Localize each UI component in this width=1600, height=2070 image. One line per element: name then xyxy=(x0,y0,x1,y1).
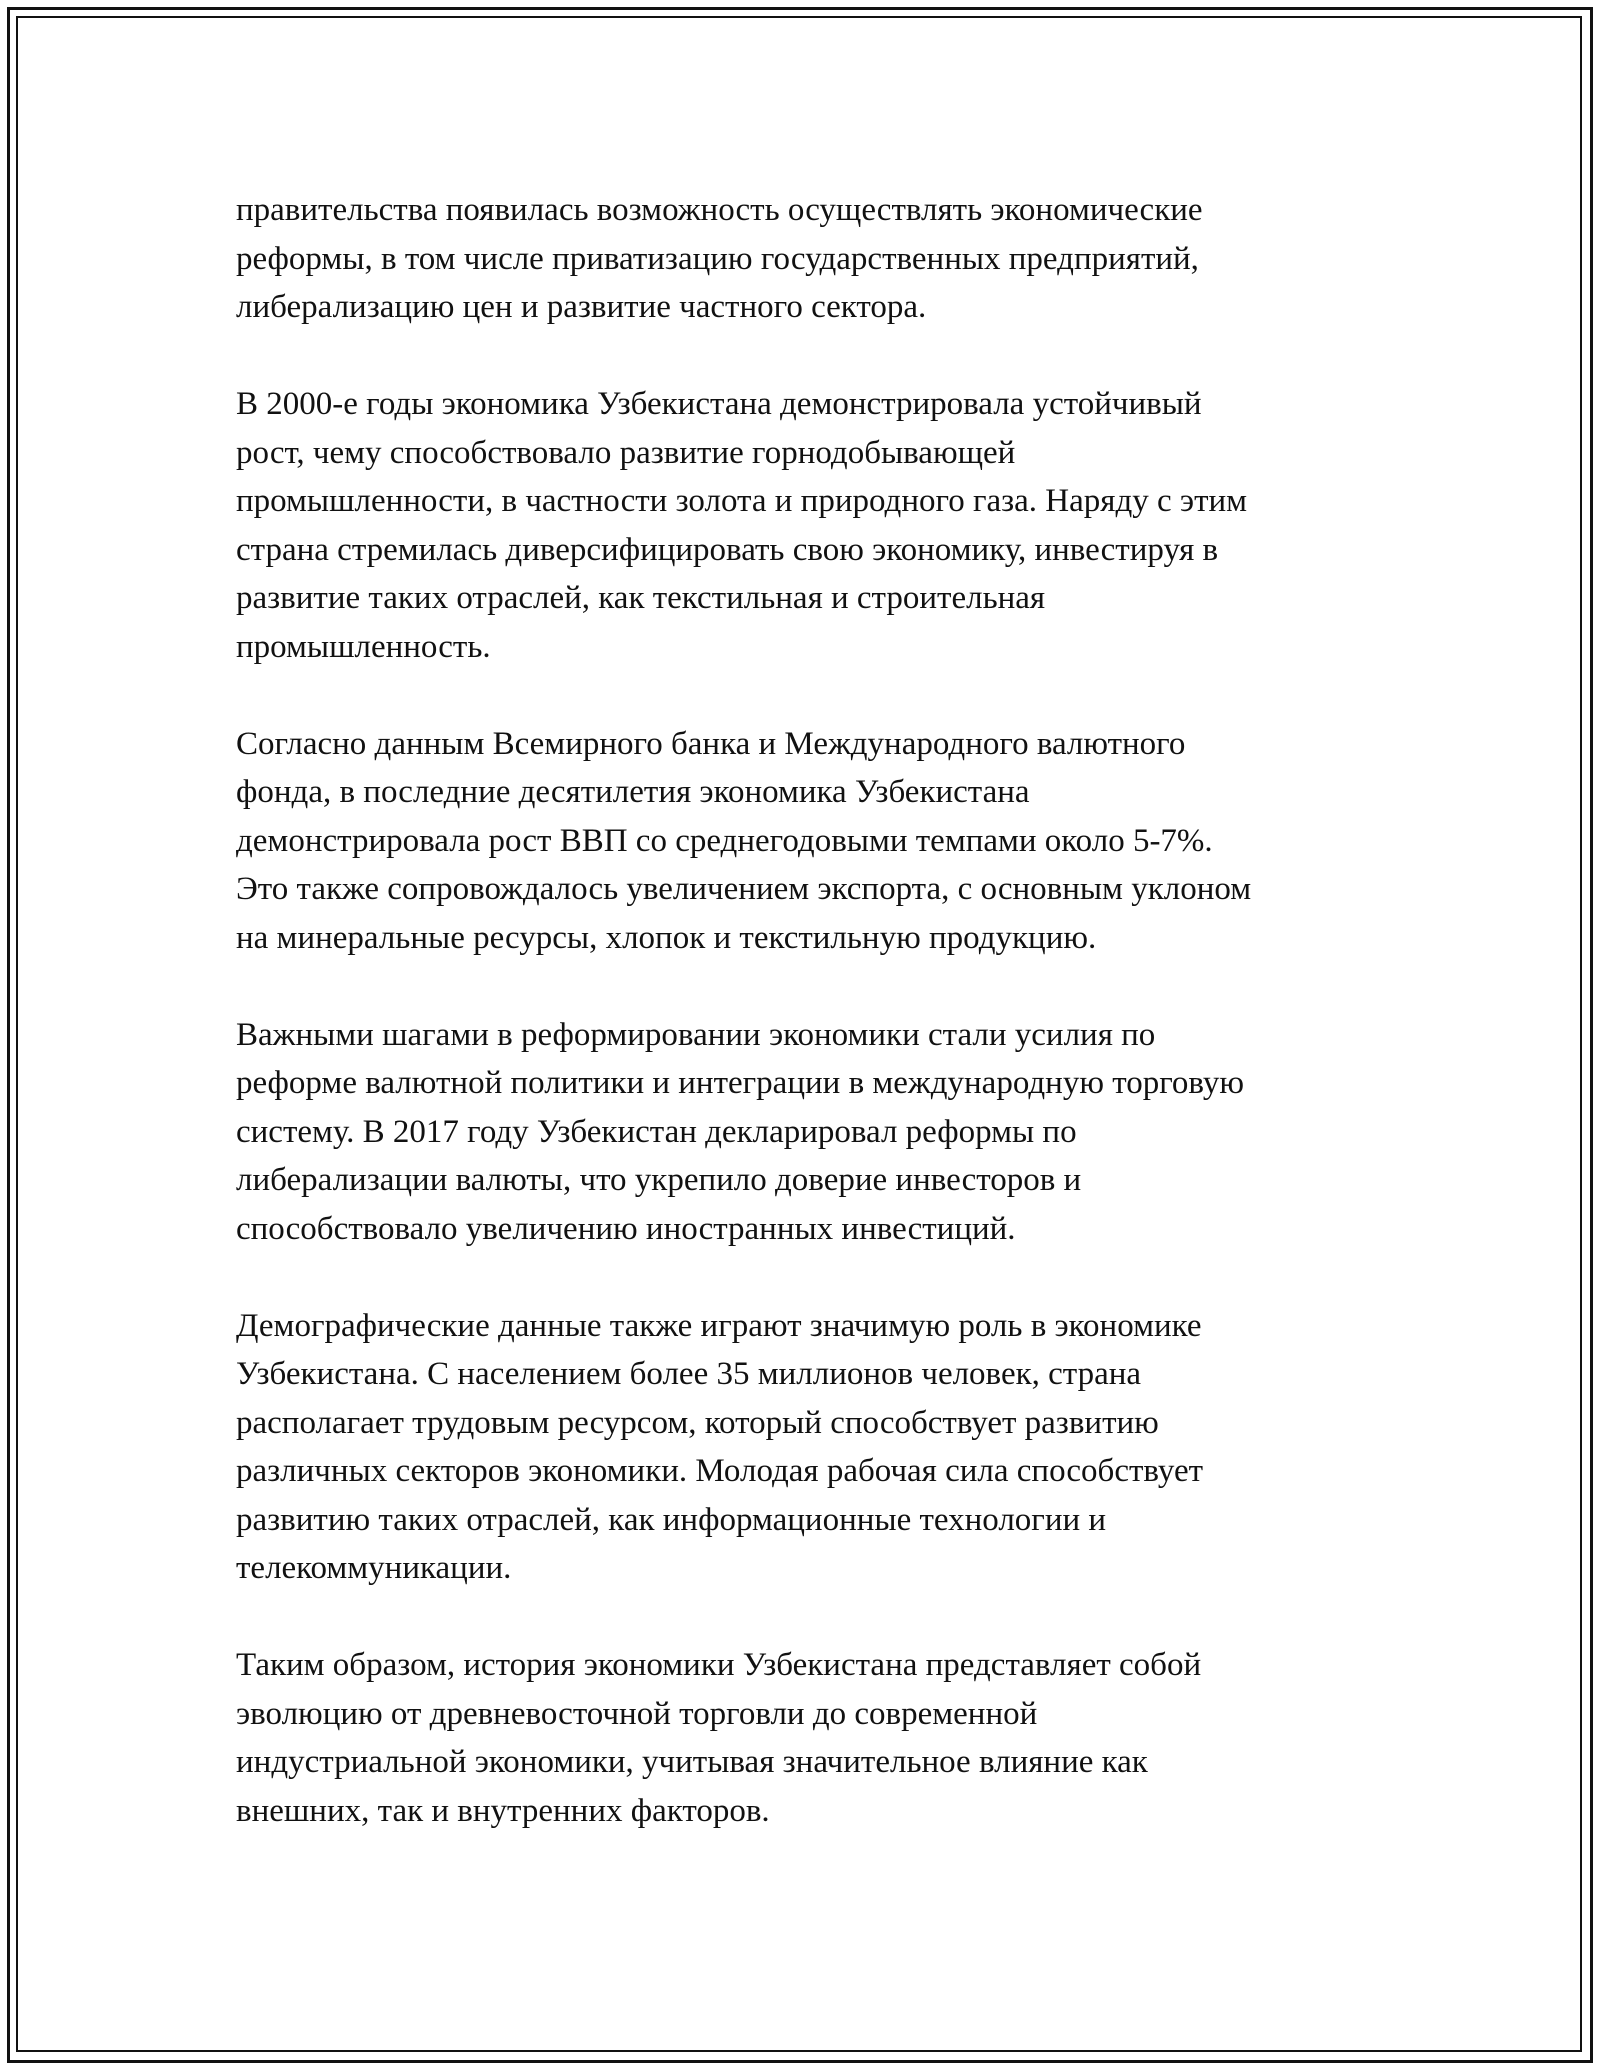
paragraph: Таким образом, история экономики Узбекистана представляет собой эволюцию от древневосточной торговли до современной индустриальной экономики, учитывая значительное влияние как внешних, так и внутренних факторов. xyxy=(236,1647,1202,1829)
paragraph: Важными шагами в реформировании экономики стали усилия по реформе валютной политики и интеграции в международную торговую систему. В 2017 году Узбекистан декларировал реформы по либерализации валюты, что укрепило доверие инвесторов и способствовало увеличению иностранных инвестиций. xyxy=(236,1016,1245,1247)
document-body xyxy=(236,186,1376,1884)
paragraph: правительства появилась возможность осуществлять экономические реформы, в том числе приватизацию государственных предприятий, либерализацию цен и развитие частного сектора. xyxy=(236,192,1203,325)
paragraph: Согласно данным Всемирного банка и Международного валютного фонда, в последние десятилетия экономика Узбекистана демонстрировала рост ВВП со среднегодовыми темпами около 5-7%. Это также сопровождалось увеличением экспорта, с основным уклоном на минеральные ресурсы, хлопок и текстильную продукцию. xyxy=(236,725,1252,956)
paragraph: В 2000-е годы экономика Узбекистана демонстрировала устойчивый рост, чему способствовало развитие горнодобывающей промышленности, в частности золота и природного газа. Наряду с этим страна стремилась диверсифицировать свою экономику, инвестируя в развитие таких отраслей, как текстильная и строительная промышленность. xyxy=(236,386,1248,665)
paragraph: Демографические данные также играют значимую роль в экономике Узбекистана. С населением более 35 миллионов человек, страна располагает трудовым ресурсом, который способствует развитию различных секторов экономики. Молодая рабочая сила способствует развитию таких отраслей, как информационные технологии и телекоммуникации. xyxy=(236,1307,1204,1586)
